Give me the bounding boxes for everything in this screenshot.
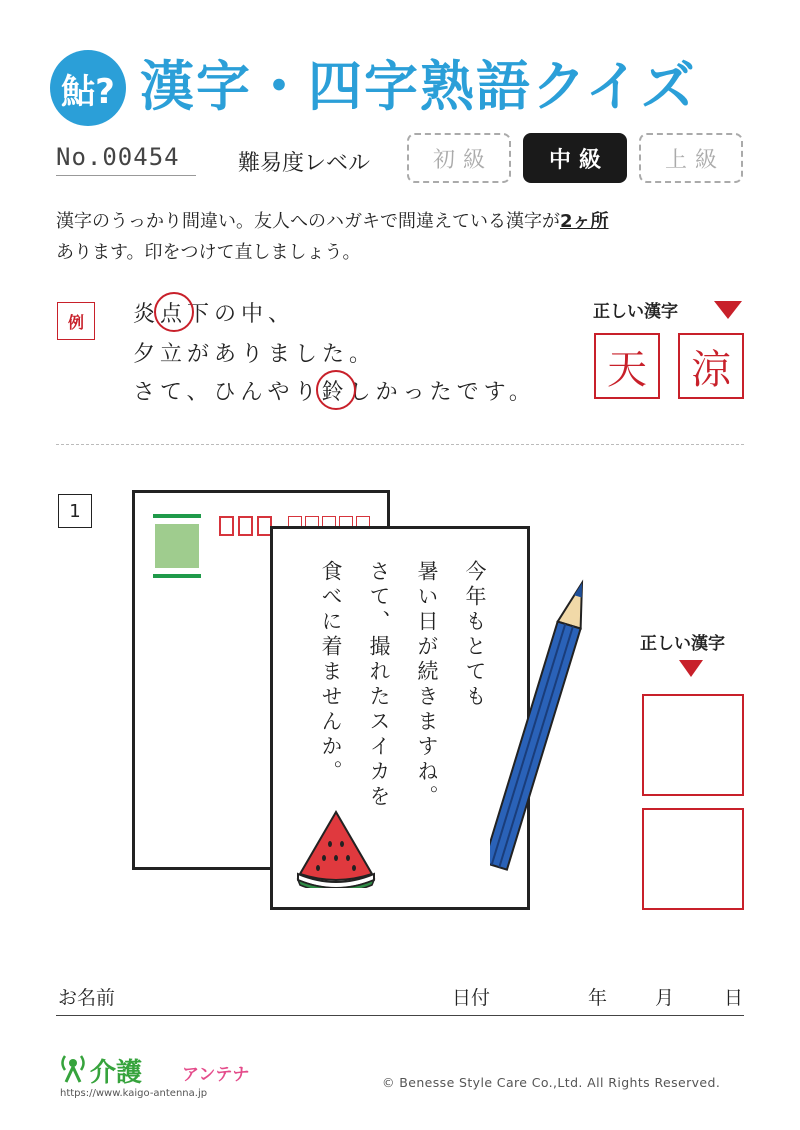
example-line3-pre: さて、ひんやり [133, 380, 322, 405]
page-title: 漢字・四字熟語クイズ [140, 55, 697, 118]
example-circled-char-2: 鈴 [322, 375, 349, 406]
antenna-icon [58, 1052, 88, 1084]
example-line3-post: しかったです。 [348, 380, 536, 405]
difficulty-label: 難易度レベル [238, 151, 371, 176]
day-label: 日 [724, 987, 744, 1009]
footer-rule [56, 1015, 744, 1016]
example-line1-post: 下の中、 [187, 302, 296, 327]
example-badge: 例 [57, 302, 95, 340]
brand-sub: アンテナ [182, 1065, 250, 1085]
stamp-icon [155, 524, 199, 568]
triangle-down-icon [679, 660, 703, 677]
brand-url[interactable]: https://www.kaigo-antenna.jp [60, 1088, 208, 1099]
level-advanced-badge: 上級 [639, 133, 743, 183]
answer-box-2[interactable] [642, 808, 744, 910]
name-label: お名前 [58, 987, 116, 1009]
postcard-line-2: 暑い日が続きますね。 [415, 560, 439, 810]
date-label: 日付 [452, 987, 491, 1009]
stamp-bar-bottom [153, 574, 201, 578]
level-beginner-badge: 初級 [407, 133, 511, 183]
stamp-bar-top [153, 514, 201, 518]
example-line-2: 夕立がありました。 [133, 342, 377, 367]
example-correct-label: 正しい漢字 [593, 302, 678, 322]
zip-box [238, 516, 253, 536]
zip-box [219, 516, 234, 536]
month-label: 月 [655, 987, 675, 1009]
question-correct-label: 正しい漢字 [640, 634, 725, 654]
example-circled-char-1: 点 [160, 297, 187, 328]
quiz-number: No.00454 [56, 143, 180, 171]
number-underline [56, 175, 196, 176]
level-intermediate-badge: 中級 [523, 133, 627, 183]
example-answer-box-1: 天 [594, 333, 660, 399]
question-logo-icon: 鮎? [50, 50, 126, 126]
postcard-line-4: 食べに着ませんか。 [319, 560, 343, 785]
pencil-icon [490, 575, 590, 891]
question-number: 1 [58, 494, 92, 528]
example-line-3 [133, 375, 536, 406]
postcard-line-1: 今年もとても [463, 560, 487, 710]
year-label: 年 [588, 987, 608, 1009]
instructions-part2: あります。印をつけて直しましょう。 [56, 242, 361, 263]
instructions-count: 2ヶ所 [560, 211, 609, 232]
copyright: © Benesse Style Care Co.,Ltd. All Rights Reserved. [382, 1075, 721, 1090]
example-line-1 [133, 297, 295, 328]
example-line1-pre: 炎 [133, 302, 161, 327]
example-answer-box-2: 涼 [678, 333, 744, 399]
triangle-down-icon [714, 301, 742, 319]
instructions [56, 206, 756, 268]
section-divider [56, 444, 744, 445]
postcard-line-3: さて、撮れたスイカを [367, 560, 391, 810]
brand-name: 介護 [90, 1058, 143, 1088]
answer-box-1[interactable] [642, 694, 744, 796]
watermelon-icon [294, 806, 378, 888]
instructions-part1: 漢字のうっかり間違い。友人へのハガキで間違えている漢字が [56, 211, 560, 232]
